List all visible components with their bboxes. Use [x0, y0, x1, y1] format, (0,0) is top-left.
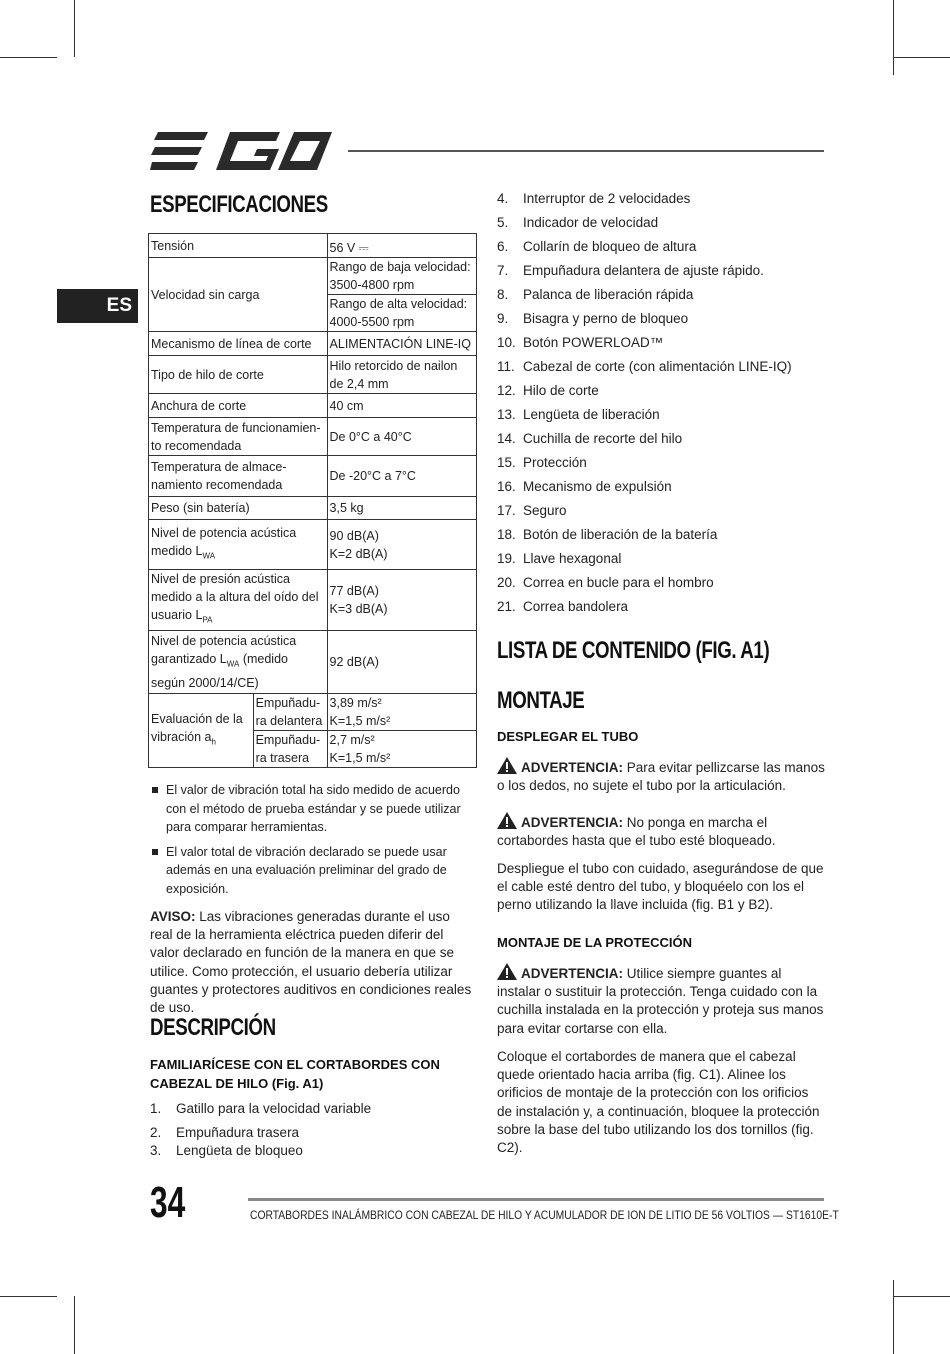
- warning-icon: [497, 757, 517, 774]
- footer-text: CORTABORDES INALÁMBRICO CON CABEZAL DE HILO Y ACUMULADOR DE ION DE LITIO DE 56 VOLTIOS — ST1610E-T: [250, 1208, 839, 1222]
- list-item: 8. Palanca de liberación rápida: [497, 287, 694, 302]
- spec-value: 56 V ⎓: [327, 234, 476, 258]
- list-item: 4. Interruptor de 2 velocidades: [497, 191, 691, 206]
- spec-value: 3,89 m/s² K=1,5 m/s²: [327, 694, 476, 731]
- crop-mark: [893, 0, 894, 75]
- warning-icon: [497, 812, 517, 829]
- list-item: 9. Bisagra y perno de bloqueo: [497, 311, 689, 326]
- page-number: 34: [150, 1178, 186, 1227]
- list-item: El valor de vibración total ha sido medido de acuerdo con el método de prueba estándar y se puede utilizar para comparar herramientas.: [150, 781, 472, 837]
- spec-label: Anchura de corte: [149, 394, 328, 418]
- spec-label: Nivel de potencia acústica garantizado $L_{WA}$ (medido según 2000/14/CE): [149, 631, 328, 694]
- warning-2: ADVERTENCIA: No ponga en marcha el cortabordes hasta que el tubo esté bloqueado.: [497, 812, 827, 850]
- vibration-notes: [150, 781, 472, 904]
- list-item: 15. Protección: [497, 455, 587, 470]
- list-item: 19. Llave hexagonal: [497, 551, 622, 566]
- crop-mark: [0, 57, 57, 58]
- list-item: 14. Cuchilla de recorte del hilo: [497, 431, 683, 446]
- list-item: El valor total de vibración declarado se puede usar además en una evaluación preliminar del grado de exposición.: [150, 843, 472, 899]
- footer-rule: [248, 1198, 824, 1201]
- list-item: 12. Hilo de corte: [497, 383, 599, 398]
- assembly-title: MONTAJE: [497, 687, 585, 714]
- spec-label: Evaluación de la vibración $a_h$: [149, 694, 254, 768]
- spec-label: Tensión: [149, 234, 328, 258]
- tube-subtitle: DESPLEGAR EL TUBO: [497, 729, 639, 744]
- crop-mark: [74, 1296, 75, 1354]
- spec-value: 90 dB(A) K=2 dB(A): [327, 520, 476, 570]
- contents-title: LISTA DE CONTENIDO (FIG. A1): [497, 637, 770, 664]
- crop-mark: [893, 57, 950, 58]
- spec-sublabel: Empuñadu-ra delantera: [253, 694, 327, 731]
- spec-value: Rango de alta velocidad: 4000-5500 rpm: [327, 295, 476, 332]
- list-item: 21. Correa bandolera: [497, 599, 629, 614]
- crop-mark: [0, 1296, 57, 1297]
- crop-mark: [74, 0, 75, 57]
- spec-label: Temperatura de funcionamien-to recomendada: [149, 418, 328, 456]
- list-item: 11. Cabezal de corte (con alimentación LINE-IQ): [497, 359, 792, 374]
- list-item: 5. Indicador de velocidad: [497, 215, 659, 230]
- spec-label: Tipo de hilo de corte: [149, 356, 328, 394]
- spec-value: ALIMENTACIÓN LINE-IQ: [327, 332, 476, 356]
- spec-value: Hilo retorcido de nailon de 2,4 mm: [327, 356, 476, 394]
- crop-mark: [893, 1296, 950, 1297]
- list-item: 13. Lengüeta de liberación: [497, 407, 660, 422]
- spec-value: 77 dB(A) K=3 dB(A): [327, 570, 476, 631]
- guard-subtitle: MONTAJE DE LA PROTECCIÓN: [497, 935, 693, 950]
- spec-value: De 0°C a 40°C: [327, 418, 476, 456]
- spec-label: Nivel de presión acústica medido a la altura del oído del usuario $L_{PA}$: [149, 570, 328, 631]
- warning-icon: [497, 963, 517, 980]
- spec-label: Nivel de potencia acústica medido $L_{WA}$: [149, 520, 328, 570]
- list-item: 17. Seguro: [497, 503, 567, 518]
- tube-paragraph: Despliegue el tubo con cuidado, asegurándose de que el cable esté dentro del tubo, y bloquéelo con los el perno utilizando la llave incluida (fig. B1 y B2).: [497, 861, 824, 913]
- component-list-left: [150, 1097, 475, 1163]
- spec-table: [148, 233, 477, 768]
- list-item: 2. Empuñadura trasera: [150, 1125, 300, 1140]
- language-tab: ES: [57, 289, 138, 323]
- notice-paragraph: AVISO: Las vibraciones generadas durante el uso real de la herramienta eléctrica pueden diferir del valor declarado en función de la manera en que se utilice. Como protección, el usuario debería utilizar guantes y protectores auditivos en condiciones reales de uso.: [150, 909, 472, 1016]
- list-item: 7. Empuñadura delantera de ajuste rápido.: [497, 263, 764, 278]
- list-item: 18. Botón de liberación de la batería: [497, 527, 718, 542]
- specs-title: ESPECIFICACIONES: [150, 191, 328, 218]
- spec-label: Mecanismo de línea de corte: [149, 332, 328, 356]
- warning-3: ADVERTENCIA: Utilice siempre guantes al instalar o sustituir la protección. Tenga cuidado con la cuchilla instalada en la protección y proteja sus manos para evitar cortarse con ella.: [497, 963, 827, 1038]
- list-item: 3. Lengüeta de bloqueo: [150, 1143, 303, 1158]
- spec-value: 3,5 kg: [327, 497, 476, 520]
- spec-value: 40 cm: [327, 394, 476, 418]
- crop-mark: [893, 1280, 894, 1354]
- description-title: DESCRIPCIÓN: [150, 1014, 276, 1041]
- description-subtitle: FAMILIARÍCESE CON EL CORTABORDES CON CABEZAL DE HILO (Fig. A1): [150, 1057, 440, 1091]
- header-rule: [348, 150, 824, 152]
- spec-label: Velocidad sin carga: [149, 258, 328, 332]
- spec-label: Temperatura de almace-namiento recomendada: [149, 456, 328, 497]
- spec-sublabel: Empuñadu-ra trasera: [253, 731, 327, 768]
- list-item: 16. Mecanismo de expulsión: [497, 479, 672, 494]
- spec-value: 2,7 m/s² K=1,5 m/s²: [327, 731, 476, 768]
- ego-logo: [150, 130, 332, 174]
- list-item: 6. Collarín de bloqueo de altura: [497, 239, 697, 254]
- guard-paragraph: Coloque el cortabordes de manera que el cabezal quede orientado hacia arriba (fig. C1). Alinee los orificios de montaje de la protección con los orificios de instalación y, a continuación, bloquee la protección sobre la base del tubo utilizando los dos tornillos (fig. C2).: [497, 1049, 820, 1156]
- spec-label: Peso (sin batería): [149, 497, 328, 520]
- component-list-right: [497, 187, 827, 619]
- spec-value: Rango de baja velocidad: 3500-4800 rpm: [327, 258, 476, 295]
- spec-value: De -20°C a 7°C: [327, 456, 476, 497]
- list-item: 20. Correa en bucle para el hombro: [497, 575, 714, 590]
- spec-value: 92 dB(A): [327, 631, 476, 694]
- list-item: 10. Botón POWERLOAD™: [497, 335, 664, 350]
- warning-1: ADVERTENCIA: Para evitar pellizcarse las manos o los dedos, no sujete el tubo por la articulación.: [497, 757, 827, 795]
- list-item: 1. Gatillo para la velocidad variable: [150, 1101, 372, 1116]
